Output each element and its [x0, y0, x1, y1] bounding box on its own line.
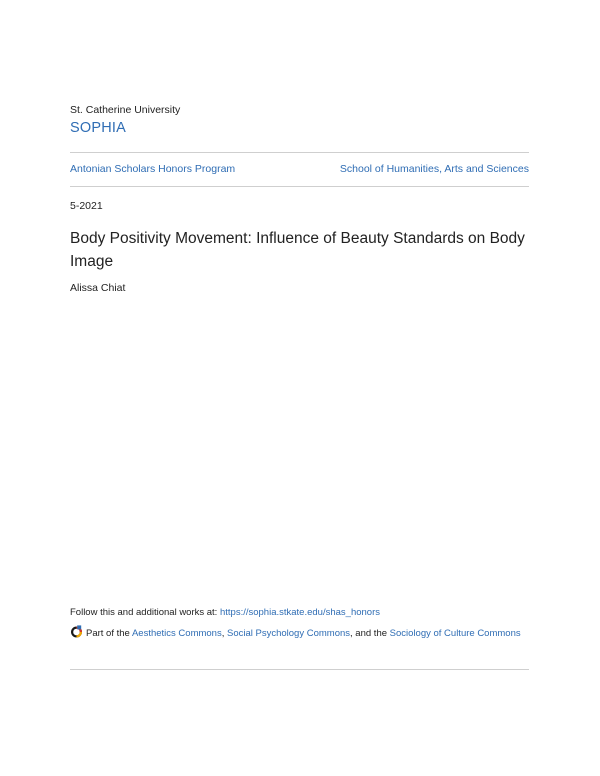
author-name: Alissa Chiat — [70, 282, 126, 294]
collection-link-school[interactable]: School of Humanities, Arts and Sciences — [339, 163, 529, 175]
partof-prefix: Part of the — [86, 628, 132, 639]
publication-date: 5-2021 — [70, 200, 103, 212]
aesthetics-commons-link[interactable]: Aesthetics Commons — [131, 628, 222, 639]
social-psychology-commons-link[interactable]: Social Psychology Commons — [227, 628, 351, 639]
divider-top — [70, 152, 529, 153]
partof-sep-1: , — [221, 628, 227, 639]
document-title: Body Positivity Movement: Influence of Beauty Standards on Body Image — [70, 230, 525, 270]
follow-line — [70, 607, 380, 618]
repository-link[interactable]: SOPHIA — [70, 120, 126, 136]
part-of-line — [70, 625, 532, 642]
follow-prefix: Follow this and additional works at: — [70, 607, 220, 618]
follow-url-link[interactable]: https://sophia.stkate.edu/shas_honors — [219, 607, 380, 618]
partof-sep-2: , and the — [350, 628, 390, 639]
collection-link-honors-program[interactable]: Antonian Scholars Honors Program — [70, 163, 236, 175]
bepress-network-icon — [70, 625, 83, 638]
sociology-of-culture-commons-link[interactable]: Sociology of Culture Commons — [389, 628, 521, 639]
divider-bottom — [70, 669, 529, 670]
divider-middle — [70, 186, 529, 187]
institution-name: St. Catherine University — [70, 104, 181, 116]
